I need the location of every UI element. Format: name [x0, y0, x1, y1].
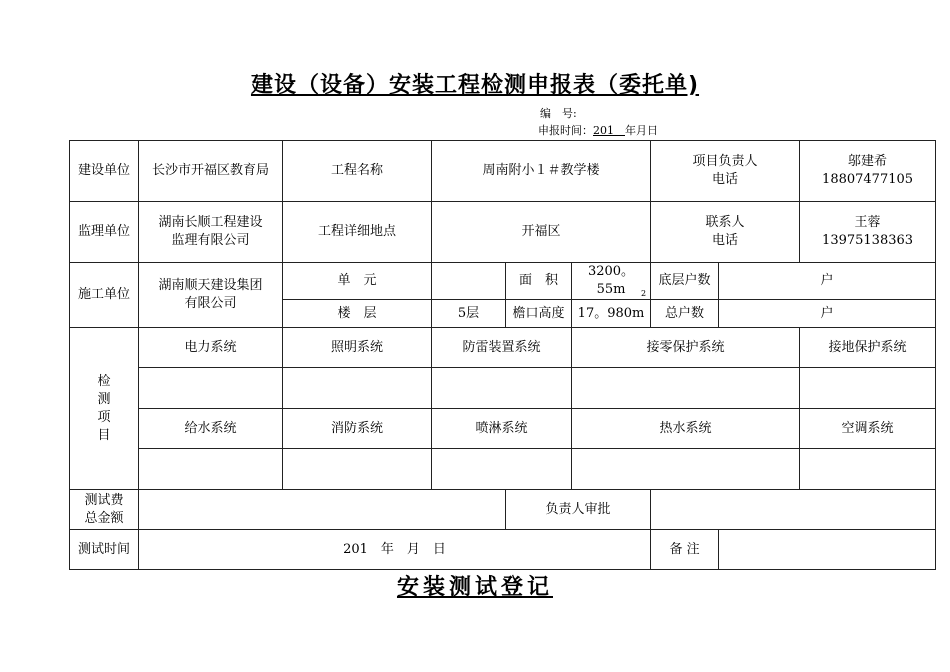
total-households-value: 户 — [719, 300, 936, 328]
address-value: 开福区 — [432, 202, 651, 263]
test-items-label — [70, 328, 139, 490]
test-item-cell — [139, 449, 283, 490]
constructor-value-line1: 湖南顺天建设集团 — [158, 278, 263, 293]
test-item-cell — [800, 368, 936, 409]
total-households-label: 总户数 — [651, 300, 719, 328]
test-item-sprinkler: 喷淋系统 — [432, 409, 572, 449]
test-item-grounding-protection: 接地保护系统 — [800, 328, 936, 368]
project-manager-label — [651, 141, 800, 202]
report-time-label: 申报时间： — [538, 124, 593, 137]
remark-label: 备 注 — [651, 530, 719, 570]
application-form-table — [69, 140, 936, 570]
test-items-label-char: 测 — [97, 391, 111, 407]
constructor-label: 施工单位 — [70, 263, 139, 328]
project-manager-label-line2: 电话 — [712, 172, 739, 187]
report-time-year: 201 — [593, 124, 625, 137]
form-number-label: 编 号: — [540, 107, 577, 120]
test-item-cell — [572, 368, 800, 409]
test-item-cell — [139, 368, 283, 409]
test-item-lighting: 照明系统 — [283, 328, 432, 368]
builder-value: 长沙市开福区教育局 — [139, 141, 283, 202]
constructor-row-1 — [70, 263, 936, 300]
eave-height-value: 17。980m — [572, 300, 651, 328]
project-manager-value — [800, 141, 936, 202]
fee-row — [70, 490, 936, 530]
test-items-row-1 — [70, 328, 936, 368]
test-item-cell — [572, 449, 800, 490]
test-item-lightning-protection: 防雷装置系统 — [432, 328, 572, 368]
test-item-cell — [432, 449, 572, 490]
ground-households-label: 底层户数 — [651, 263, 719, 300]
approval-value — [651, 490, 936, 530]
contact-label-line2: 电话 — [712, 233, 739, 248]
install-test-register-title: 安装测试登记 — [396, 575, 553, 600]
test-item-neutral-protection: 接零保护系统 — [572, 328, 800, 368]
unit-value — [432, 263, 506, 300]
test-items-blank-row-2 — [70, 449, 936, 490]
supervisor-value-line2: 监理有限公司 — [171, 233, 250, 248]
supervisor-value-line1: 湖南长顺工程建设 — [158, 215, 263, 230]
test-item-fire: 消防系统 — [283, 409, 432, 449]
test-items-blank-row-1 — [70, 368, 936, 409]
project-manager-label-line1: 项目负责人 — [692, 154, 758, 169]
eave-height-label: 檐口高度 — [506, 300, 572, 328]
form-title: 建设（设备）安装工程检测申报表（委托单) — [250, 73, 700, 98]
fee-value — [139, 490, 506, 530]
report-time-suffix: 年月日 — [625, 124, 658, 137]
area-value-text: 3200。55m — [587, 264, 635, 297]
test-item-cell — [432, 368, 572, 409]
contact-label-line1: 联系人 — [705, 215, 745, 230]
test-items-label-char: 目 — [97, 427, 111, 443]
test-items-label-char: 项 — [97, 409, 111, 425]
test-items-label-char: 检 — [97, 373, 111, 389]
constructor-value-line2: 有限公司 — [184, 296, 237, 311]
fee-label — [70, 490, 139, 530]
area-value — [572, 263, 651, 300]
supervisor-value — [139, 202, 283, 263]
floor-value: 5层 — [432, 300, 506, 328]
supervisor-row — [70, 202, 936, 263]
test-time-label: 测试时间 — [70, 530, 139, 570]
contact-label — [651, 202, 800, 263]
unit-label: 单 元 — [283, 263, 432, 300]
constructor-value — [139, 263, 283, 328]
contact-phone: 13975138363 — [822, 233, 914, 248]
area-label: 面 积 — [506, 263, 572, 300]
test-item-water-supply: 给水系统 — [139, 409, 283, 449]
fee-label-line2: 总金额 — [84, 510, 124, 526]
project-manager-phone: 18807477105 — [822, 172, 914, 187]
test-time-value: 201 年 月 日 — [139, 530, 651, 570]
ground-households-value: 户 — [719, 263, 936, 300]
report-time — [538, 124, 658, 138]
fee-label-line1: 测试费 — [84, 492, 124, 508]
project-name-value: 周南附小１＃教学楼 — [432, 141, 651, 202]
test-time-row — [70, 530, 936, 570]
area-unit-superscript: 2 — [640, 289, 647, 298]
approval-label: 负责人审批 — [506, 490, 651, 530]
test-item-cell — [283, 368, 432, 409]
floor-label: 楼 层 — [283, 300, 432, 328]
builder-row — [70, 141, 936, 202]
contact-name: 王蓉 — [854, 215, 881, 230]
contact-value — [800, 202, 936, 263]
test-item-cell — [283, 449, 432, 490]
project-manager-name: 邬建希 — [848, 154, 888, 169]
address-label: 工程详细地点 — [283, 202, 432, 263]
test-item-cell — [800, 449, 936, 490]
test-item-power: 电力系统 — [139, 328, 283, 368]
builder-label: 建设单位 — [70, 141, 139, 202]
supervisor-label: 监理单位 — [70, 202, 139, 263]
project-name-label: 工程名称 — [283, 141, 432, 202]
test-item-hot-water: 热水系统 — [572, 409, 800, 449]
test-items-row-2 — [70, 409, 936, 449]
remark-value — [719, 530, 936, 570]
test-item-air-conditioning: 空调系统 — [800, 409, 936, 449]
